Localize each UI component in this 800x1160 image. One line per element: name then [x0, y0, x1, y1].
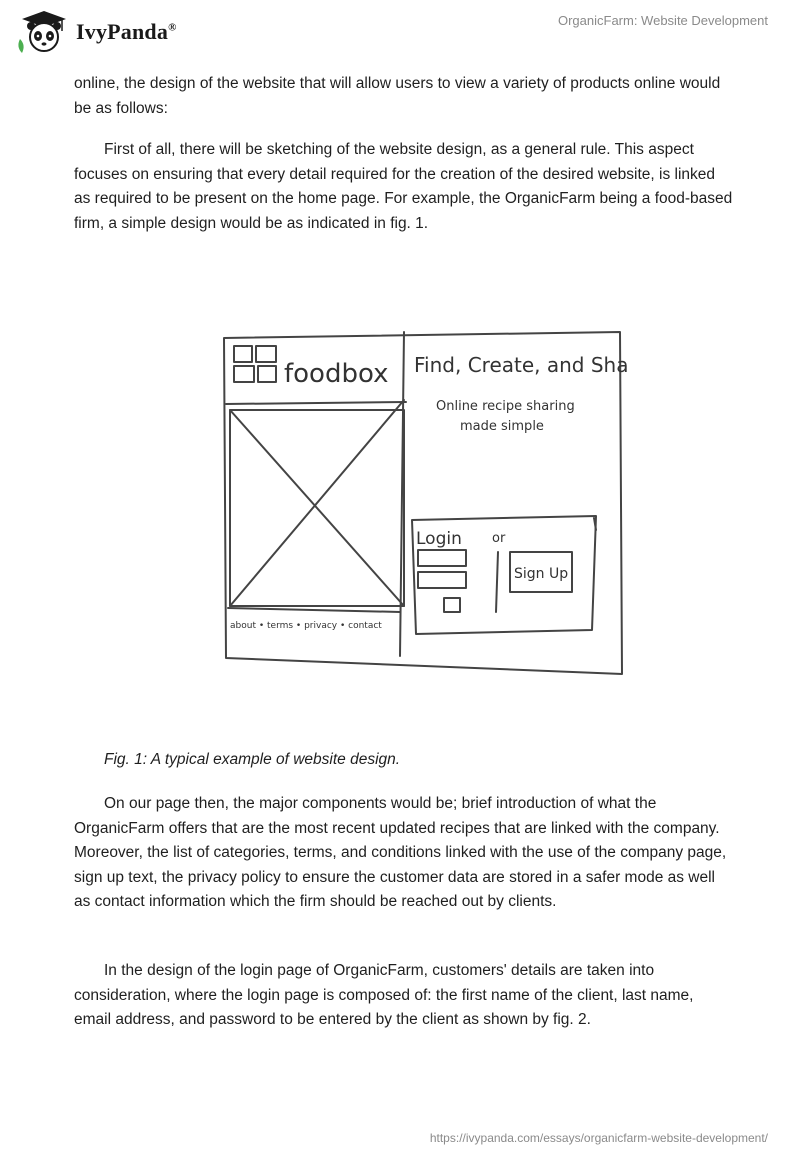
website-sketch-figure [210, 318, 630, 678]
sketch-tagline-1: Online recipe sharing [436, 399, 575, 414]
page-header [0, 0, 800, 64]
sketch-login-label: Login [416, 529, 462, 549]
figure-caption: Fig. 1: A typical example of website design. [104, 751, 401, 768]
source-url-link[interactable]: https://ivypanda.com/essays/organicfarm-website-development/ [429, 1131, 768, 1145]
sketch-tagline-2: made simple [460, 419, 544, 434]
sketch-signup-label: Sign Up [514, 566, 569, 582]
panda-graduate-icon [14, 9, 72, 55]
sketch-footer-links: about • terms • privacy • contact [230, 621, 382, 631]
ivypanda-logo[interactable] [14, 8, 214, 56]
website-sketch [210, 318, 630, 678]
running-title: OrganicFarm: Website Development [557, 13, 768, 28]
paragraph-4: In the design of the login page of OrganicFarm, customers' details are taken into consideration, where the login page is composed of: the first name of the client, last name, email address, and password to be entered by the client as shown by fig. 2. [74, 962, 694, 1028]
sketch-brand: foodbox [284, 359, 389, 389]
paragraph-3: On our page then, the major components would be; brief introduction of what the OrganicFarm offers that are the most recent updated recipes that are linked with the company. Moreover, the list of categories, terms, and conditions linked with the use of the company page, sign up text, the privacy policy to ensure the customer data are stored in a safer mode as well as contact information which the firm should be reached out by clients. [74, 795, 727, 910]
logo-text: IvyPanda® [76, 19, 177, 44]
paragraph-1: online, the design of the website that will allow users to view a variety of products online would be as follows: [74, 75, 721, 117]
paragraph-2: First of all, there will be sketching of the website design, as a general rule. This aspect focuses on ensuring that every detail required for the creation of the desired website, is linked as required to be present on the home page. For example, the OrganicFarm being a food-based firm, a simple design would be as indicated in fig. 1. [74, 141, 733, 232]
sketch-or-label: or [492, 531, 506, 546]
sketch-headline: Find, Create, and Share [414, 353, 630, 377]
